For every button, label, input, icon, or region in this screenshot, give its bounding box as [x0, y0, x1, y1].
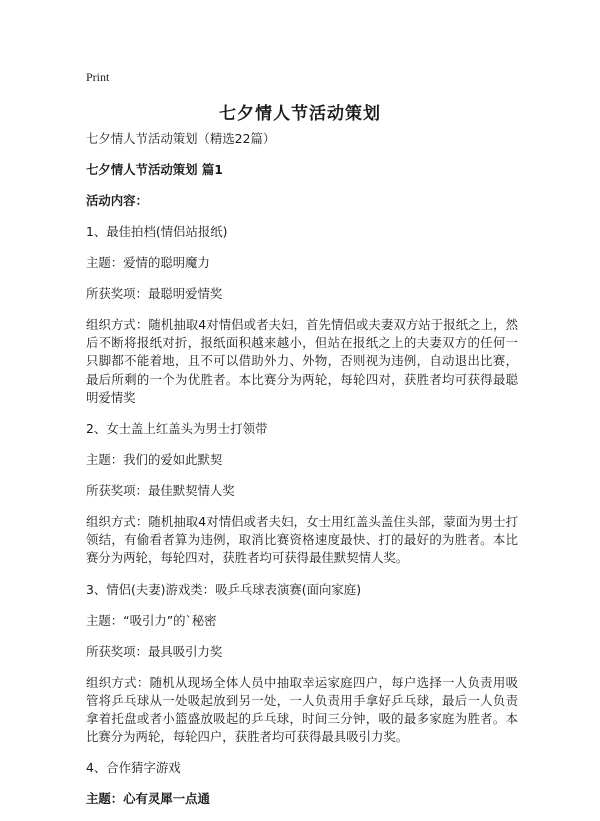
document-body	[86, 130, 518, 821]
item-prize: 所获奖项：最佳默契情人奖	[86, 483, 235, 499]
activity-heading: 活动内容：	[86, 193, 148, 208]
document-subtitle: 七夕情人节活动策划（精选22篇）	[86, 131, 276, 146]
item-theme: 主题：我们的爱如此默契	[86, 452, 223, 468]
item-header: 2、女士盖上红盖头为男士打领带	[86, 421, 268, 437]
item-prize: 所获奖项：最聪明爱情奖	[86, 286, 223, 301]
item-method: 组织方式：随机抽取4对情侣或者夫妇，首先情侣或夫妻双方站于报纸之上，然后不断将报纸对折，报纸面积越来越小，但站在报纸之上的夫妻双方的任何一只脚都不能着地，且不可以借助外力、外物，否则视为违例，自动退出比赛，最后所剩的一个为优胜者。本比赛分为两轮，每轮四对，获胜者均可获得最聪明爱情奖	[86, 317, 518, 405]
item-header: 1、最佳拍档(情侣站报纸)	[86, 224, 228, 239]
page-title: 七夕情人节活动策划	[219, 104, 381, 124]
print-label: Print	[86, 70, 110, 84]
item-method: 组织方式：随机抽取4对情侣或者夫妇，女士用红盖头盖住头部，蒙面为男士打领结，有偷看者算为违例，取消比赛资格速度最快、打的最好的为胜者。本比赛分为两轮，每轮四对，获胜者均可获得最佳默契情人奖。	[86, 514, 518, 566]
item-header: 4、合作猜字游戏	[86, 760, 181, 776]
item-theme: 主题：爱情的聪明魔力	[86, 255, 210, 270]
item-method: 组织方式：随机从现场全体人员中抽取幸运家庭四户，每户选择一人负责用吸管将乒乓球从一处吸起放到另一处，一人负责用手拿好乒乓球，最后一人负责拿着托盘或者小篮盛放吸起的乒乓球，时间三分钟，吸的最多家庭为胜者。本比赛分为两轮，每轮四户，获胜者均可获得最具吸引力奖。	[86, 674, 518, 745]
item-header: 3、情侣(夫妻)游戏类：吸乒乓球表演赛(面向家庭)	[86, 581, 362, 597]
item-theme: 主题：“吸引力”的`秘密	[86, 612, 217, 628]
section-heading: 七夕情人节活动策划 篇1	[86, 162, 223, 177]
item-theme: 主题：心有灵犀一点通	[86, 791, 210, 807]
item-prize: 所获奖项：最具吸引力奖	[86, 643, 223, 659]
